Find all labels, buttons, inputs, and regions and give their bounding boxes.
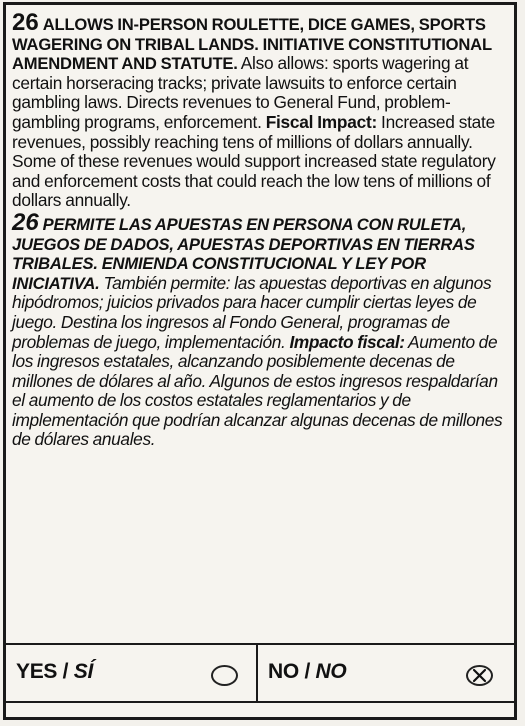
measure-spanish [12, 208, 512, 450]
no-label-separator: / [304, 660, 310, 683]
fiscal-impact-label-spanish: Impacto fiscal: [289, 331, 405, 352]
yes-label [16, 660, 93, 684]
x-mark-icon [471, 668, 488, 683]
ballot-measure-card [3, 2, 517, 720]
yes-label-separator: / [62, 660, 69, 683]
measure-number-spanish: 26 [12, 208, 39, 236]
measure-text [12, 9, 512, 450]
fiscal-impact-text-english: Increased state revenues, possibly reaching tens of millions of dollars annually. Some of these revenues would support increased state regulatory and enforcement costs that could reach the low tens of millions of dollars annually. [12, 111, 496, 211]
measure-summary-english: Also allows: sports wagering at certain horseracing tracks; private lawsuits to enforce certain gambling laws. Directs revenues to General Fund, problem-gambling programs, enforcement. [12, 53, 469, 132]
vote-option-no[interactable] [258, 645, 514, 701]
vote-option-yes[interactable] [6, 645, 258, 701]
fiscal-impact-label-english: Fiscal Impact: [265, 111, 377, 132]
yes-bubble[interactable] [211, 665, 238, 686]
measure-title-spanish: PERMITE LAS APUESTAS EN PERSONA CON RULETA, JUEGOS DE DADOS, APUESTAS DEPORTIVAS EN TIERRAS TRIBALES. ENMIENDA CONSTITUCIONAL Y LEY POR INICIATIVA. [12, 214, 475, 293]
yes-label-spanish: SÍ [73, 660, 94, 683]
no-label-english: NO [268, 660, 299, 683]
yes-label-english: YES [16, 660, 58, 683]
measure-english [12, 9, 512, 211]
no-label [268, 660, 346, 684]
no-bubble[interactable] [466, 665, 493, 686]
vote-options-row [6, 643, 514, 703]
fiscal-impact-text-spanish: Aumento de los ingresos estatales, alcanzando posiblemente decenas de millones de dólares al año. Algunos de estos ingresos respaldarían el aumento de los costos estatales reglamentarios y de implementación que podrían alcanzar algunas decenas de millones de dólares anuales. [12, 331, 503, 450]
measure-summary-spanish: También permite: las apuestas deportivas en algunos hipódromos; juicios privados para hacer cumplir ciertas leyes de juego. Destina los ingresos al Fondo General, programas de problemas de juego, implementación. [12, 272, 492, 352]
no-label-spanish: NO [315, 660, 347, 683]
measure-title-english: ALLOWS IN-PERSON ROULETTE, DICE GAMES, SPORTS WAGERING ON TRIBAL LANDS. INITIATIVE CONSTITUTIONAL AMENDMENT AND STATUTE. [12, 15, 492, 74]
measure-number: 26 [12, 9, 39, 36]
